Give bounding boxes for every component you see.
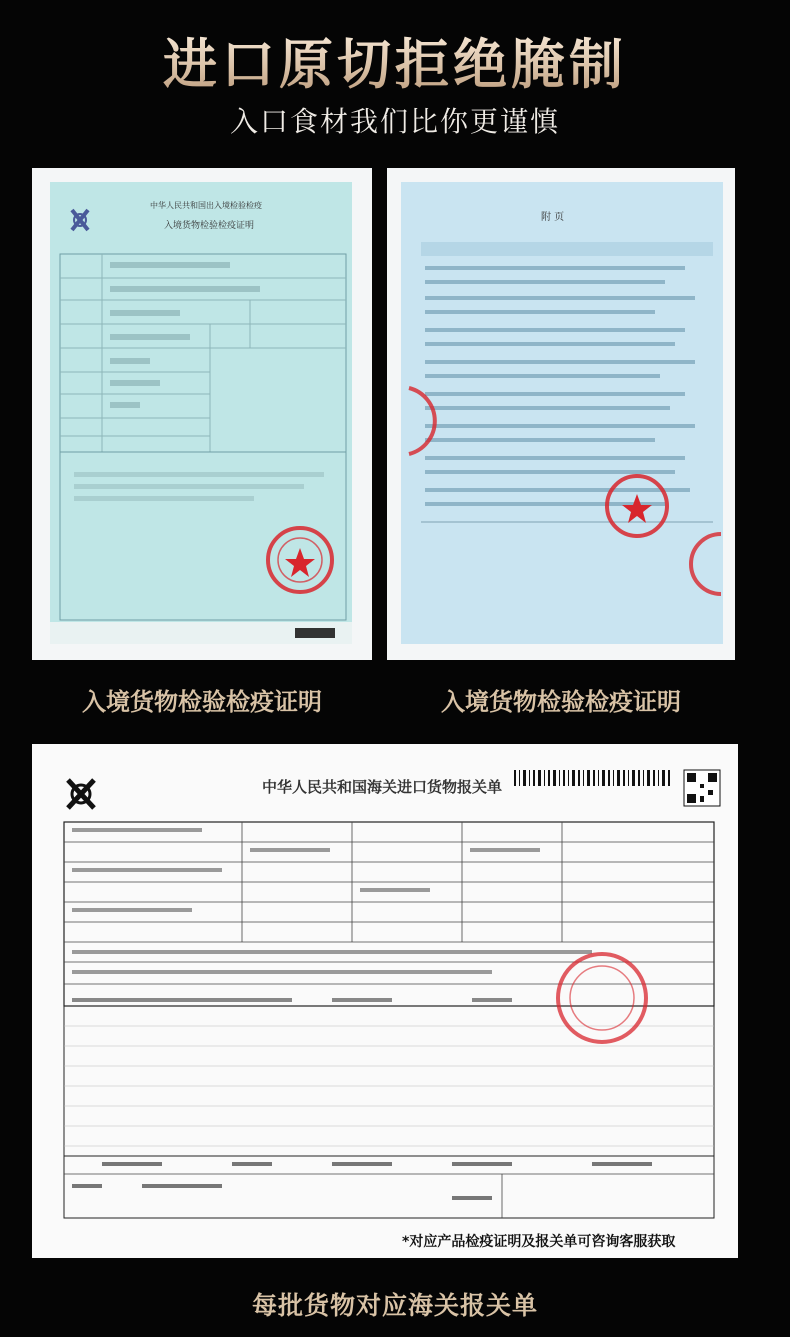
- appendix-form-lines: [401, 182, 723, 644]
- certificate-sheet: [50, 182, 352, 644]
- qr-code-icon: [684, 770, 720, 806]
- partial-seal-left-icon: [409, 388, 435, 454]
- doc2-caption: 入境货物检验检疫证明: [441, 687, 681, 716]
- page-title: 进口原切拒绝腌制: [0, 22, 790, 99]
- inspection-certificate-image: [32, 168, 372, 660]
- doc1-caption: 入境货物检验检疫证明: [82, 687, 322, 716]
- barcode-icon: [514, 770, 670, 786]
- customs-note: *对应产品检疫证明及报关单可咨询客服获取: [402, 1234, 676, 1250]
- footer-caption: 每批货物对应海关报关单: [251, 1291, 538, 1320]
- red-seal-icon: [268, 528, 332, 592]
- page-subtitle: 入口食材我们比你更谨慎: [229, 105, 560, 138]
- customs-seal-icon: [558, 954, 646, 1042]
- appendix-header: 附 页: [541, 212, 565, 223]
- customs-emblem-icon: [68, 780, 94, 808]
- customs-form-lines: [32, 744, 738, 1258]
- cert-header-line1: 中华人民共和国出入境检验检疫: [150, 201, 262, 210]
- partial-seal-right-icon: [691, 534, 721, 594]
- emblem-icon: [72, 210, 88, 230]
- customs-header: 中华人民共和国海关进口货物报关单: [262, 778, 503, 796]
- certificate-form-lines: [50, 182, 352, 644]
- appendix-certificate-image: [387, 168, 735, 660]
- cert-header-line2: 入境货物检验检疫证明: [164, 221, 255, 231]
- appendix-sheet: [401, 182, 723, 644]
- customs-declaration-image: [32, 744, 738, 1258]
